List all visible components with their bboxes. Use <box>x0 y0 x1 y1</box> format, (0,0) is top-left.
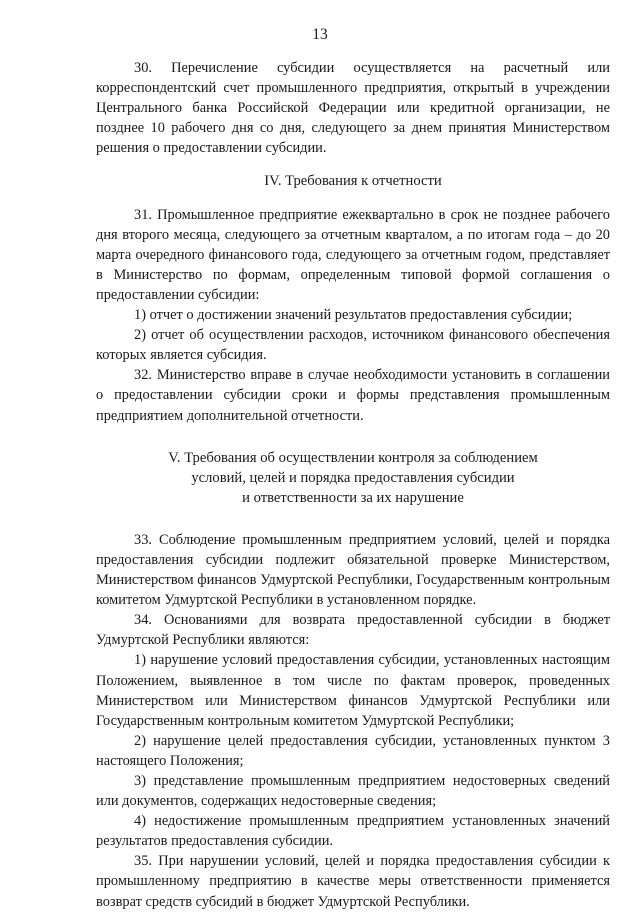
paragraph-31-item-2: 2) отчет об осуществлении расходов, источником финансового обеспечения которых является субсидия. <box>96 327 610 364</box>
section-heading-v-line-2: условий, целей и порядка предоставления субсидии <box>191 469 515 486</box>
paragraph-34: 34. Основаниями для возврата предоставленной субсидии в бюджет Удмуртской Республики являются: <box>96 612 610 649</box>
paragraph-34-item-4: 4) недостижение промышленным предприятием установленных значений результатов предоставления субсидии. <box>96 813 610 850</box>
paragraph-30: 30. Перечисление субсидии осуществляется на расчетный или корреспондентский счет промышленного предприятия, открытый в учреждении Центрального банка Российской Федерации или кредитной организации, не позднее 10 рабочего дня со дня, следующего за днем принятия Министерством решения о предоставлении субсидии. <box>96 60 610 157</box>
section-heading-v-line-1: V. Требования об осуществлении контроля за соблюдением <box>168 449 538 466</box>
paragraph-34-item-1: 1) нарушение условий предоставления субсидии, установленных настоящим Положением, выявленное в том числе по фактам проверок, проведенных Министерством или Министерством финансов Удмуртской Республики или Государственным контрольным комитетом Удмуртской Республики; <box>96 652 610 729</box>
section-heading-v <box>96 448 610 508</box>
paragraph-33: 33. Соблюдение промышленным предприятием условий, целей и порядка предоставления субсидии подлежит обязательной проверке Министерством, Министерством финансов Удмуртской Республики, Государственным контрольным комитетом Удмуртской Республики в установленном порядке. <box>96 531 610 609</box>
paragraph-31: 31. Промышленное предприятие ежеквартально в срок не позднее рабочего дня второго месяца, следующего за отчетным кварталом, а по итогам года – до 20 марта очередного финансового года, следующего за отчетным годом, представляет в Министерство по формам, определенным типовой формой соглашения о предоставлении субсидии: <box>96 206 610 303</box>
paragraph-35: 35. При нарушении условий, целей и порядка предоставления субсидии к промышленному предприятию в качестве меры ответственности применяется возврат средств субсидий в бюджет Удмуртской Республики. <box>96 853 610 910</box>
section-heading-iv-line: IV. Требования к отчетности <box>264 173 442 190</box>
paragraph-34-item-3: 3) представление промышленным предприятием недостоверных сведений или документов, содержащих недостоверные сведения; <box>96 773 610 810</box>
paragraph-31-item-1: 1) отчет о достижении значений результатов предоставления субсидии; <box>134 307 573 324</box>
section-heading-iv <box>96 171 610 191</box>
document-body <box>96 58 610 912</box>
section-heading-v-line-3: и ответственности за их нарушение <box>242 489 464 506</box>
paragraph-32: 32. Министерство вправе в случае необходимости установить в соглашении о предоставлении субсидии сроки и формы представления промышленным предприятием дополнительной отчетности. <box>96 367 610 424</box>
page-number: 13 <box>312 26 328 43</box>
paragraph-34-item-2: 2) нарушение целей предоставления субсидии, установленных пунктом 3 настоящего Положения; <box>96 732 610 769</box>
